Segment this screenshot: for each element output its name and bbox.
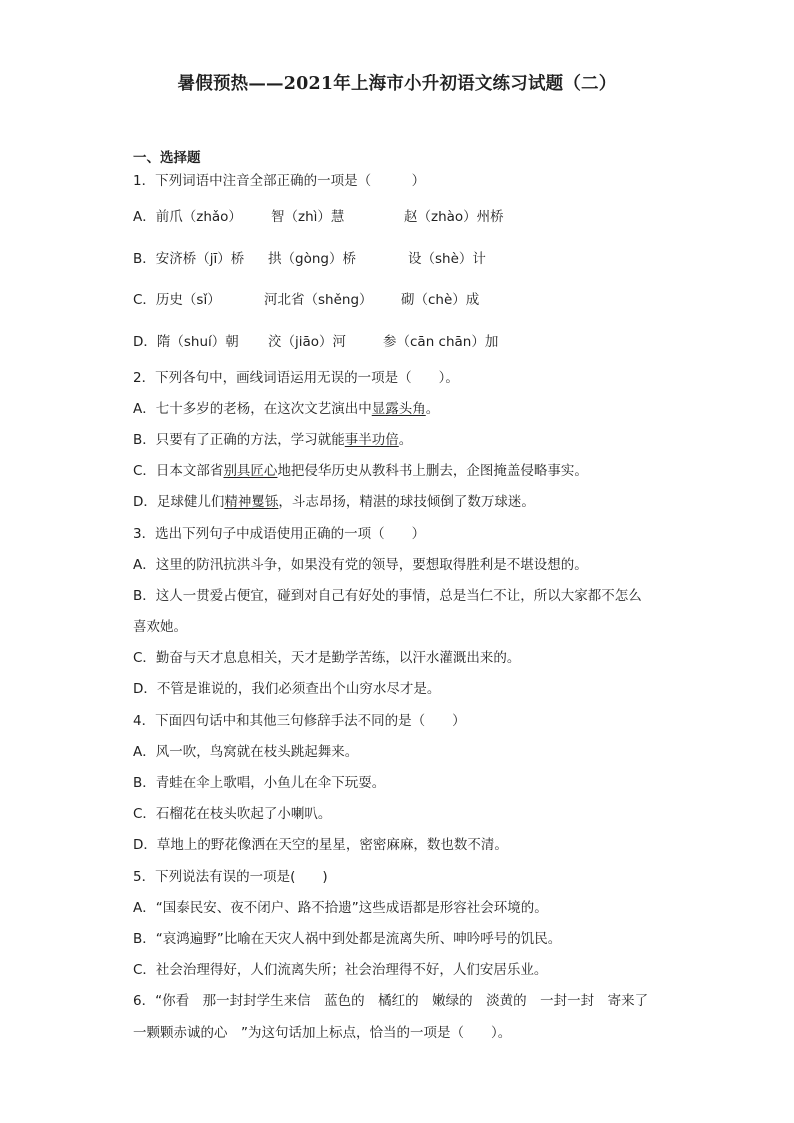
question-5-option-b[interactable]: B．“哀鸿遍野”比喻在天灾人祸中到处都是流离失所、呻吟呼号的饥民。 — [133, 931, 562, 947]
question-3-stem: 3．选出下列句子中成语使用正确的一项（ ） — [133, 526, 426, 542]
question-4-option-d[interactable]: D．草地上的野花像洒在天空的星星，密密麻麻，数也数不清。 — [133, 837, 508, 853]
question-3-option-b-continued: 喜欢她。 — [133, 619, 187, 635]
question-4-option-c[interactable]: C．石榴花在枝头吹起了小喇叭。 — [133, 806, 332, 822]
underlined-phrase: 显露头角 — [371, 401, 426, 417]
question-4-stem: 4．下面四句话中和其他三句修辞手法不同的是（ ） — [133, 713, 466, 729]
question-5-option-c[interactable]: C．社会治理得好，人们流离失所；社会治理得不好，人们安居乐业。 — [133, 962, 548, 978]
question-1-option-d[interactable]: D．隋（shuí）朝 洨（jiāo）河 参（cān chān）加 — [133, 334, 499, 350]
question-4-option-b[interactable]: B．青蛙在伞上歌唱，小鱼儿在伞下玩耍。 — [133, 775, 386, 791]
question-2-option-d[interactable]: D．足球健儿们精神矍铄，斗志昂扬，精湛的球技倾倒了数万球迷。 — [133, 494, 535, 510]
page-title: 暑假预热——2021年上海市小升初语文练习试题（二） — [177, 74, 617, 94]
question-3-option-b[interactable]: B．这人一贯爱占便宜，碰到对自己有好处的事情，总是当仁不让，所以大家都不怎么 — [133, 588, 642, 604]
question-4-option-a[interactable]: A．风一吹，鸟窝就在枝头跳起舞来。 — [133, 744, 359, 760]
question-6-stem-continued: 一颗颗赤诚的心 ”为这句话加上标点，恰当的一项是（ ）。 — [133, 1025, 512, 1041]
underlined-phrase: 事半功倍 — [344, 432, 399, 448]
question-2-option-c[interactable]: C．日本文部省别具匠心地把侵华历史从教科书上删去，企图掩盖侵略事实。 — [133, 463, 588, 479]
question-2-stem: 2．下列各句中，画线词语运用无误的一项是（ ）。 — [133, 370, 459, 386]
question-1-stem: 1．下列词语中注音全部正确的一项是（ ） — [133, 173, 426, 189]
question-2-option-a[interactable]: A．七十多岁的老杨，在这次文艺演出中显露头角。 — [133, 401, 440, 417]
question-3-option-d[interactable]: D．不管是谁说的，我们必须查出个山穷水尽才是。 — [133, 681, 441, 697]
question-3-option-a[interactable]: A．这里的防汛抗洪斗争，如果没有党的领导，要想取得胜利是不堪设想的。 — [133, 557, 588, 573]
underlined-phrase: 别具匠心 — [223, 463, 278, 479]
underlined-phrase: 精神矍铄 — [224, 494, 279, 510]
question-1-option-b[interactable]: B．安济桥（jī）桥 拱（gòng）桥 设（shè）计 — [133, 251, 486, 267]
question-3-option-c[interactable]: C．勤奋与天才息息相关，天才是勤学苦练，以汗水灌溉出来的。 — [133, 650, 521, 666]
question-1-option-c[interactable]: C．历史（sǐ） 河北省（shěng） 砌（chè）成 — [133, 292, 480, 308]
question-5-stem: 5．下列说法有误的一项是( ) — [133, 869, 328, 885]
section-heading: 一、选择题 — [133, 150, 201, 166]
question-6-stem: 6．“你看 那一封封学生来信 蓝色的 橘红的 嫩绿的 淡黄的 一封一封 寄来了 — [133, 993, 649, 1009]
question-1-option-a[interactable]: A．前爪（zhǎo） 智（zhì）慧 赵（zhào）州桥 — [133, 209, 504, 225]
question-2-option-b[interactable]: B．只要有了正确的方法，学习就能事半功倍。 — [133, 432, 413, 448]
question-5-option-a[interactable]: A．“国泰民安、夜不闭户、路不拾遗”这些成语都是形容社会环境的。 — [133, 900, 548, 916]
